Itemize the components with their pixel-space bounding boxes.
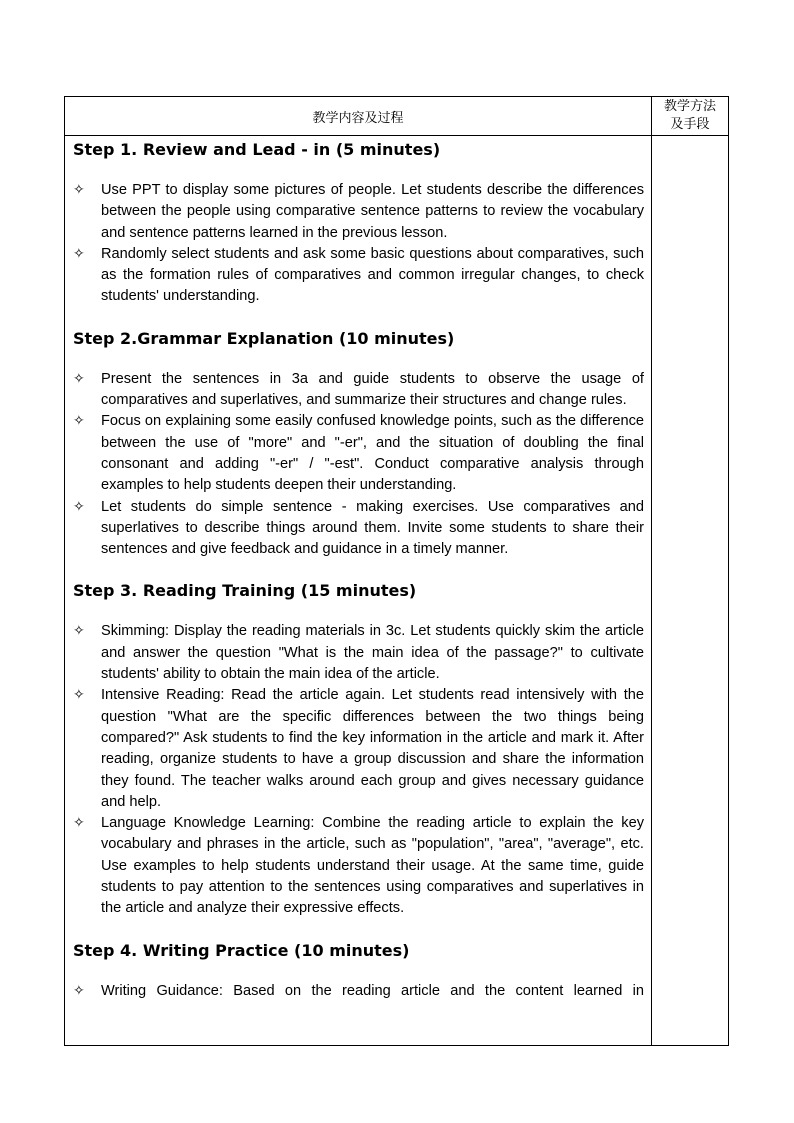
diamond-bullet-icon: ✧	[73, 982, 85, 999]
diamond-bullet-icon: ✧	[73, 370, 85, 387]
list-item	[73, 180, 644, 244]
list-item	[73, 621, 644, 685]
list-item	[73, 411, 644, 496]
diamond-bullet-icon: ✧	[73, 815, 85, 832]
list-item	[73, 813, 644, 919]
step-4	[73, 920, 644, 1002]
list-item-text: Present the sentences in 3a and guide students to observe the usage of comparatives and superlatives, and summarize their structures and change rules.	[101, 370, 644, 409]
list-item-text: Use PPT to display some pictures of people. Let students describe the differences between the people using comparative sentence patterns to review the vocabulary and sentence patterns learned in the previous lesson.	[101, 182, 644, 241]
list-item	[73, 497, 644, 561]
step-3	[73, 560, 644, 919]
list-item	[73, 369, 644, 412]
content-process-header	[65, 97, 652, 135]
step-2	[73, 308, 644, 561]
step-title: Step 2.Grammar Explanation (10 minutes)	[73, 328, 455, 348]
list-item-text: Randomly select students and ask some basic questions about comparatives, such as the formation rules of comparatives and common irregular changes, to check students' understanding.	[101, 245, 644, 305]
step-title: Step 1. Review and Lead - in (5 minutes)	[73, 140, 441, 159]
diamond-bullet-icon: ✧	[73, 182, 85, 198]
lesson-plan-table	[64, 96, 729, 1046]
list-item-text: Language Knowledge Learning: Combine the reading article to explain the key vocabulary and phrases in the article, such as "population", "area", "average", etc. Use examples to help students understand their usage. At the same time, guide students to pay attention to the sentences using comparatives and superlatives in the article and analyze their expressive effects.	[101, 815, 644, 917]
step-1	[73, 136, 644, 308]
list-item	[73, 244, 644, 308]
table-header-row	[65, 97, 728, 136]
list-item-text: Writing Guidance: Based on the reading article and the content learned in	[101, 982, 644, 999]
step-item-list	[73, 981, 644, 1002]
list-item-text: Focus on explaining some easily confused knowledge points, such as the difference between the use of "more" and "-er", and the situation of doubling the final consonant and adding "-er" / "-est". Conduct comparative analysis through examples to help students deepen their understanding.	[101, 413, 644, 494]
step-item-list	[73, 621, 644, 919]
step-title: Step 3. Reading Training (15 minutes)	[73, 581, 417, 601]
teaching-method-label-line2: 及手段	[670, 117, 710, 132]
diamond-bullet-icon: ✧	[73, 623, 85, 640]
step-title: Step 4. Writing Practice (10 minutes)	[73, 940, 410, 960]
list-item-text: Let students do simple sentence - making exercises. Use comparatives and superlatives to describe things around them. Invite some students to share their sentences and give feedback and guidance in a timely manner.	[101, 498, 644, 558]
diamond-bullet-icon: ✧	[73, 687, 85, 704]
list-item-text: Intensive Reading: Read the article again. Let students read intensively with the question "What are the specific differences between the two things being compared?" Ask students to find the key information in the article and mark it. After reading, organize students to have a group discussion and share the information they found. The teacher walks around each group and gives necessary guidance and help.	[101, 687, 644, 810]
teaching-method-label-line1: 教学方法	[663, 99, 716, 114]
step-item-list	[73, 180, 644, 308]
list-item	[73, 685, 644, 813]
teaching-method-cell	[652, 136, 728, 1046]
table-body-row	[65, 136, 728, 1046]
teaching-method-header	[652, 97, 728, 135]
list-item	[73, 981, 644, 1002]
diamond-bullet-icon: ✧	[73, 245, 85, 262]
diamond-bullet-icon: ✧	[73, 413, 85, 430]
list-item-text: Skimming: Display the reading materials in 3c. Let students quickly skim the article and answer the question "What is the main idea of the passage?" to cultivate students' ability to obtain the main idea of the article.	[101, 623, 644, 683]
content-process-label: 教学内容及过程	[312, 110, 404, 126]
step-item-list	[73, 369, 644, 561]
content-cell	[65, 136, 652, 1046]
diamond-bullet-icon: ✧	[73, 498, 85, 515]
